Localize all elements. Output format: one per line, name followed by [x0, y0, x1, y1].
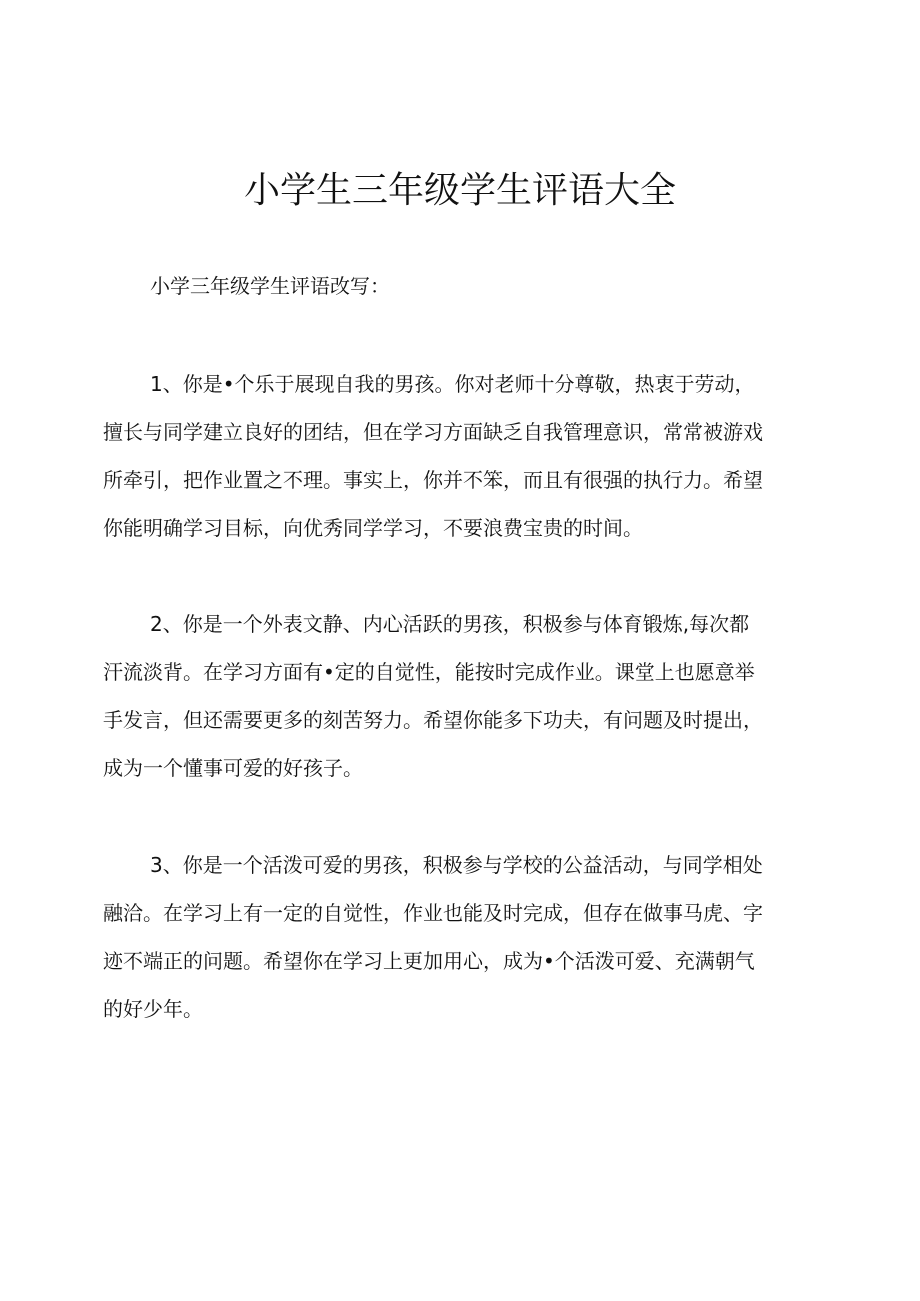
- paragraph-line: 你能明确学习目标，向优秀同学学习，不要浪费宝贵的时间。: [103, 516, 643, 540]
- document-title: 小学生三年级学生评语大全: [243, 170, 676, 211]
- paragraph-line: 擅长与同学建立良好的团结，但在学习方面缺乏自我管理意识，常常被游戏: [103, 420, 763, 444]
- comment-paragraph-1: [103, 368, 823, 560]
- paragraph-line: 迹不端正的问题。希望你在学习上更加用心，成为•个活泼可爱、充满朝气: [103, 949, 755, 973]
- paragraph-line: 1、你是•个乐于展现自我的男孩。你对老师十分尊敬，热衷于劳动，: [150, 372, 755, 396]
- paragraph-line: 所牵引，把作业置之不理。事实上，你并不笨，而且有很强的执行力。希望: [103, 468, 763, 492]
- paragraph-line: 的好少年。: [103, 997, 203, 1021]
- paragraph-line: 成为一个懂事可爱的好孩子。: [103, 756, 363, 780]
- paragraph-line: 汗流淡背。在学习方面有•定的自觉性，能按时完成作业。课堂上也愿意举: [103, 660, 755, 684]
- comment-paragraph-2: [103, 608, 823, 800]
- intro-line: 小学三年级学生评语改写：: [150, 274, 390, 298]
- paragraph-line: 2、你是一个外表文静、内心活跃的男孩，积极参与体育锻炼,每次都: [150, 612, 750, 636]
- paragraph-line: 3、你是一个活泼可爱的男孩，积极参与学校的公益活动，与同学相处: [150, 853, 763, 877]
- paragraph-line: 手发言，但还需要更多的刻苦努力。希望你能多下功夫，有问题及时提出，: [103, 708, 763, 732]
- comment-paragraph-3: [103, 849, 823, 1041]
- paragraph-line: 融洽。在学习上有一定的自觉性，作业也能及时完成，但存在做事马虎、字: [103, 901, 763, 925]
